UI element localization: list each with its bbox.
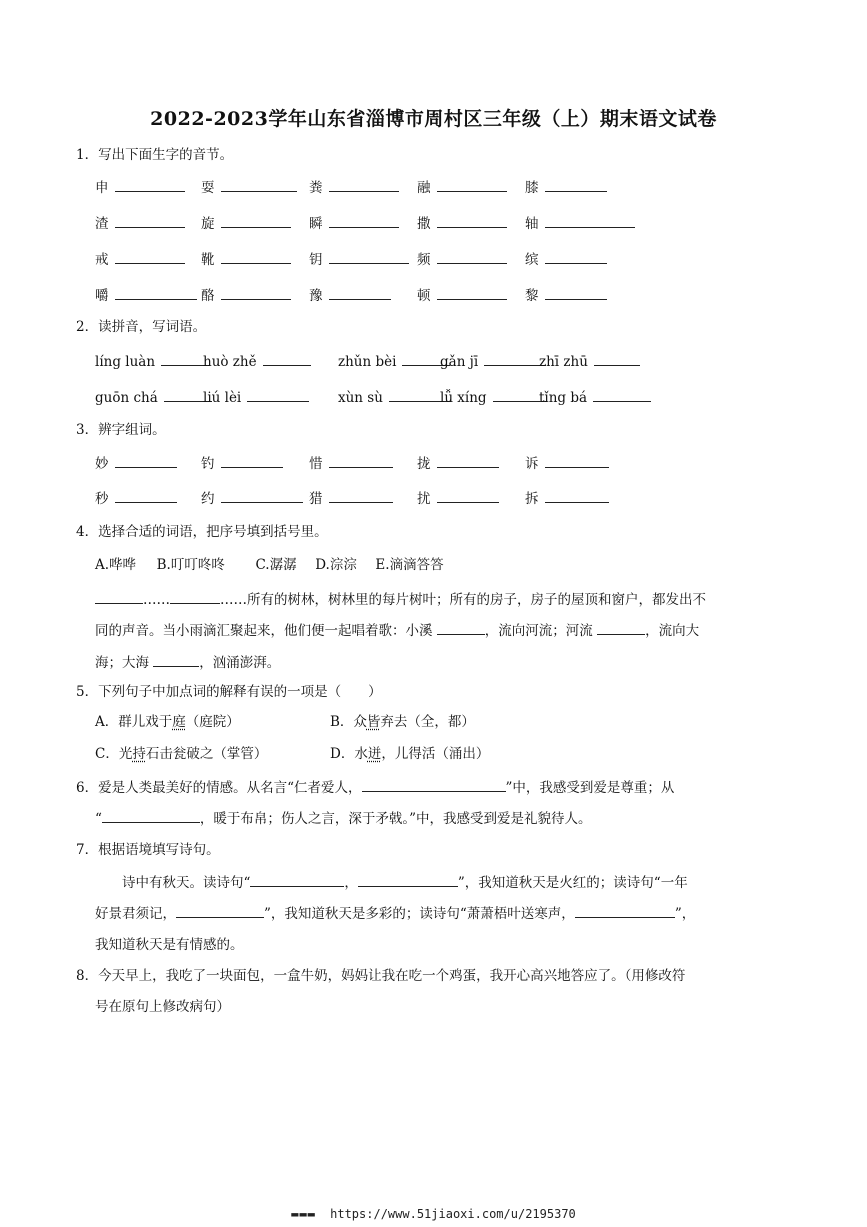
q1-item (417, 285, 507, 306)
question-7-prompt: 7．根据语境填写诗句。 (76, 842, 220, 858)
q1-label: 撒 (417, 216, 431, 232)
q1-item (201, 285, 291, 306)
q1-item (525, 177, 607, 198)
answer-blank[interactable] (329, 453, 393, 468)
answer-blank[interactable] (250, 872, 344, 887)
answer-blank[interactable] (329, 488, 393, 503)
q3-label: 钓 (201, 456, 215, 472)
q2-label: zhǔn bèi (338, 354, 397, 370)
footer-watermark (0, 1207, 867, 1221)
q1-label: 顿 (417, 288, 431, 304)
answer-blank[interactable] (329, 177, 399, 192)
q1-item (201, 249, 291, 270)
q1-label: 膝 (525, 180, 539, 196)
answer-blank[interactable] (593, 387, 651, 402)
q1-label: 融 (417, 180, 431, 196)
q1-label: 轴 (525, 216, 539, 232)
q1-label: 豫 (309, 288, 323, 304)
question-4-line-1: …… ……所有的树林，树林里的每片树叶；所有的房子，房子的屋顶和窗户，都发出不 (95, 589, 725, 610)
answer-blank[interactable] (221, 453, 283, 468)
q1-label: 缤 (525, 252, 539, 268)
q2-item (338, 387, 451, 408)
option-c: C.潺潺 (255, 557, 297, 573)
q2-item (440, 387, 547, 408)
answer-blank[interactable] (575, 903, 675, 918)
answer-blank[interactable] (95, 589, 143, 604)
q1-label: 钥 (309, 252, 323, 268)
answer-blank[interactable] (329, 285, 391, 300)
answer-blank[interactable] (263, 351, 311, 366)
q1-label: 耍 (201, 180, 215, 196)
answer-blank[interactable] (115, 213, 185, 228)
answer-blank[interactable] (221, 488, 303, 503)
answer-blank[interactable] (545, 249, 607, 264)
question-4-options (95, 555, 725, 575)
answer-blank[interactable] (153, 652, 199, 667)
q1-item (525, 249, 607, 270)
q3-item (417, 488, 499, 509)
q3-item (309, 453, 393, 474)
q1-item (309, 249, 409, 270)
question-7-line-2: 好景君须记， ”，我知道秋天是多彩的；读诗句“萧萧梧叶送寒声， ”， (95, 903, 725, 924)
answer-blank[interactable] (437, 488, 499, 503)
q3-label: 妙 (95, 456, 109, 472)
q3-item (309, 488, 393, 509)
q1-label: 戒 (95, 252, 109, 268)
answer-blank[interactable] (545, 488, 609, 503)
q1-item (309, 213, 399, 234)
answer-blank[interactable] (545, 453, 609, 468)
answer-blank[interactable] (437, 213, 507, 228)
answer-blank[interactable] (221, 177, 297, 192)
question-8-line-2: 号在原句上修改病句） (95, 999, 230, 1015)
question-1-prompt: 1．写出下面生字的音节。 (76, 147, 234, 163)
q2-label: gǎn jī (440, 354, 479, 370)
answer-blank[interactable] (247, 387, 309, 402)
question-6-line-1: 6．爱是人类最美好的情感。从名言“仁者爱人， ”中，我感受到爱是尊重；从 (76, 777, 674, 798)
q1-item (525, 285, 607, 306)
answer-blank[interactable] (329, 249, 409, 264)
q1-item (417, 249, 507, 270)
q2-item (539, 351, 640, 372)
answer-blank[interactable] (115, 285, 197, 300)
question-5-option-c[interactable]: C．光持石击瓮破之（掌管） (95, 746, 268, 762)
q2-label: lǚ xíng (440, 390, 487, 406)
answer-blank[interactable] (115, 453, 177, 468)
q2-label: líng luàn (95, 354, 156, 370)
logo-glyphs: ▬▬▬ (291, 1207, 325, 1221)
q2-item (95, 387, 212, 408)
q2-item (203, 387, 309, 408)
q1-label: 申 (95, 180, 109, 196)
question-7-line-1: 诗中有秋天。读诗句“ ， ”，我知道秋天是火红的；读诗句“一年 (122, 872, 752, 893)
question-3-prompt: 3．辨字组词。 (76, 422, 166, 438)
question-5-option-a[interactable]: A．群儿戏于庭（庭院） (95, 714, 240, 730)
q3-item (525, 453, 609, 474)
question-8-line-1: 8．今天早上，我吃了一块面包，一盒牛奶，妈妈让我在吃一个鸡蛋，我开心高兴地答应了。（用修改符 (76, 968, 686, 984)
q3-label: 猎 (309, 491, 323, 507)
answer-blank[interactable] (545, 285, 607, 300)
q1-label: 渣 (95, 216, 109, 232)
q1-item (417, 213, 507, 234)
question-2-prompt: 2．读拼音，写词语。 (76, 319, 207, 335)
q1-label: 粪 (309, 180, 323, 196)
q1-item (525, 213, 635, 234)
answer-blank[interactable] (594, 351, 640, 366)
q2-label: tǐng bá (539, 390, 588, 406)
q3-label: 拢 (417, 456, 431, 472)
q1-item (417, 177, 507, 198)
answer-blank[interactable] (221, 249, 291, 264)
option-d: D.淙淙 (315, 557, 357, 573)
q1-item (309, 285, 391, 306)
q2-item (539, 387, 651, 408)
answer-blank[interactable] (176, 903, 264, 918)
answer-blank[interactable] (597, 620, 645, 635)
q3-item (95, 488, 177, 509)
question-5-option-d[interactable]: D．水迸，儿得活（涌出） (330, 746, 490, 762)
question-4-line-2: 同的声音。当小雨滴汇聚起来，他们便一起唱着歌：小溪 ，流向河流；河流 ，流向大 (95, 620, 725, 641)
footer-url[interactable]: https://www.51jiaoxi.com/u/2195370 (330, 1207, 576, 1221)
question-5-prompt: 5．下列句子中加点词的解释有误的一项是（ ） (76, 684, 382, 700)
q3-label: 约 (201, 491, 215, 507)
answer-blank[interactable] (161, 351, 209, 366)
q1-item (201, 177, 297, 198)
q3-item (201, 488, 303, 509)
answer-blank[interactable] (115, 249, 185, 264)
q2-item (338, 351, 450, 372)
q3-item (417, 453, 499, 474)
q2-label: zhī zhū (539, 354, 588, 370)
answer-blank[interactable] (358, 872, 458, 887)
answer-blank[interactable] (115, 488, 177, 503)
q1-label: 黎 (525, 288, 539, 304)
q1-label: 频 (417, 252, 431, 268)
q1-label: 旋 (201, 216, 215, 232)
q1-item (95, 249, 185, 270)
q3-item (95, 453, 177, 474)
answer-blank[interactable] (170, 589, 220, 604)
answer-blank[interactable] (484, 351, 546, 366)
answer-blank[interactable] (437, 285, 507, 300)
q3-item (201, 453, 283, 474)
q3-label: 秒 (95, 491, 109, 507)
q2-label: guōn chá (95, 390, 158, 406)
answer-blank[interactable] (221, 213, 291, 228)
answer-blank[interactable] (102, 808, 200, 823)
q3-label: 扰 (417, 491, 431, 507)
q3-label: 拆 (525, 491, 539, 507)
question-7-line-3: 我知道秋天是有情感的。 (95, 937, 244, 953)
q2-item (203, 351, 311, 372)
q1-item (201, 213, 291, 234)
answer-blank[interactable] (437, 177, 507, 192)
q2-label: liú lèi (203, 390, 242, 406)
q2-item (95, 351, 209, 372)
answer-blank[interactable] (437, 620, 485, 635)
q1-label: 靴 (201, 252, 215, 268)
q3-label: 诉 (525, 456, 539, 472)
q1-item (95, 285, 197, 306)
option-e: E.滴滴答答 (375, 557, 444, 573)
q1-item (95, 213, 185, 234)
answer-blank[interactable] (545, 177, 607, 192)
q3-item (525, 488, 609, 509)
q1-label: 酪 (201, 288, 215, 304)
q2-label: huò zhě (203, 354, 257, 370)
answer-blank[interactable] (437, 249, 507, 264)
answer-blank[interactable] (545, 213, 635, 228)
answer-blank[interactable] (221, 285, 291, 300)
q1-item (309, 177, 399, 198)
option-b: B.叮叮咚咚 (156, 557, 225, 573)
q1-label: 嚼 (95, 288, 109, 304)
q2-item (440, 351, 546, 372)
q3-label: 惜 (309, 456, 323, 472)
answer-blank[interactable] (362, 777, 506, 792)
answer-blank[interactable] (115, 177, 185, 192)
question-5-option-b[interactable]: B．众皆弃去（全，都） (330, 714, 475, 730)
q1-item (95, 177, 185, 198)
option-a: A.哗哗 (95, 557, 137, 573)
answer-blank[interactable] (329, 213, 399, 228)
answer-blank[interactable] (437, 453, 499, 468)
question-4-prompt: 4．选择合适的词语，把序号填到括号里。 (76, 524, 328, 540)
q2-label: xùn sù (338, 390, 383, 406)
question-4-line-3: 海；大海 ，汹涌澎湃。 (95, 652, 725, 673)
page-title: 2022-2023学年山东省淄博市周村区三年级（上）期末语文试卷 (150, 108, 717, 130)
question-6-line-2: “ ，暖于布帛；伤人之言，深于矛戟。”中，我感受到爱是礼貌待人。 (95, 808, 725, 829)
q1-label: 瞬 (309, 216, 323, 232)
